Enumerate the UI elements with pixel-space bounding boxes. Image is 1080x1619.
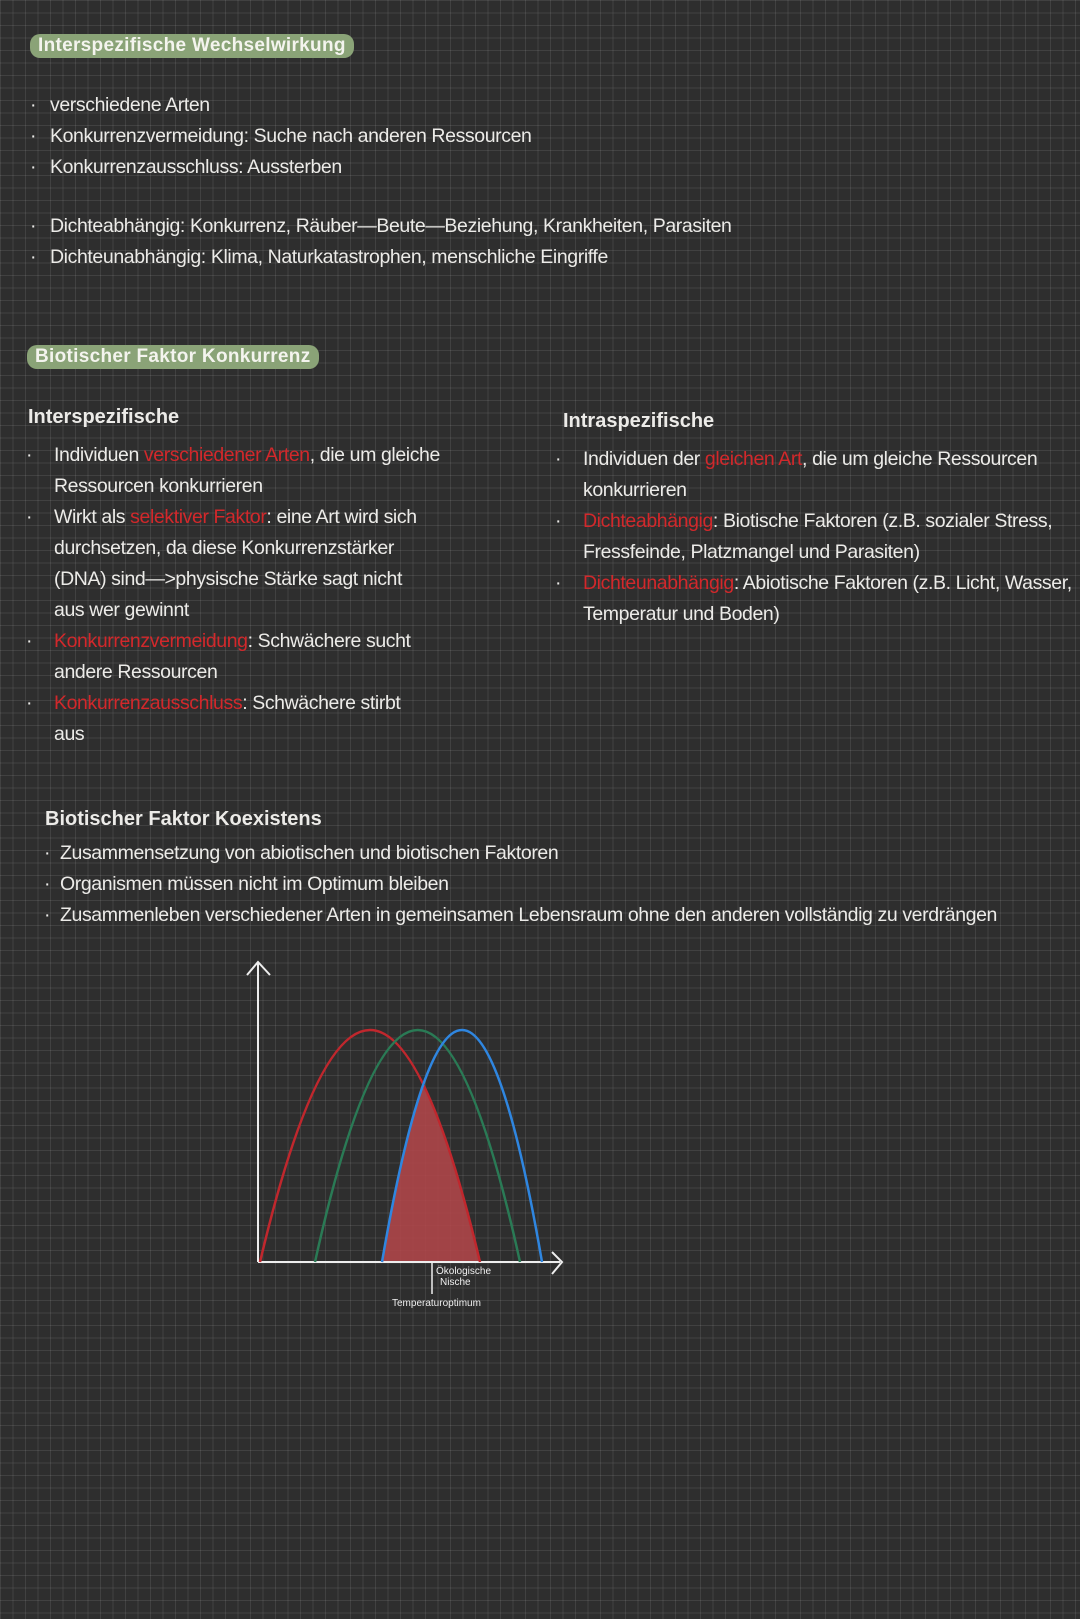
bullet-icon: ·: [30, 246, 37, 268]
section-title-interspezifische-wechselwirkung: Interspezifische Wechselwirkung: [30, 34, 354, 58]
item-text: , die um gleiche Ressourcen: [802, 448, 1038, 470]
section-title-konkurrenz: Biotischer Faktor Konkurrenz: [27, 345, 319, 369]
bullet-icon: ·: [30, 215, 37, 237]
item-text: Individuen: [54, 444, 144, 466]
item-text: : Biotische Faktoren (z.B. sozialer Stress,: [712, 510, 1053, 532]
item-text: Zusammenleben verschiedener Arten in gemeinsamen Lebensraum ohne den anderen vollständig zu verdrängen: [60, 904, 997, 926]
item-text: Konkurrenzausschluss: Aussterben: [50, 156, 342, 178]
item-text: Konkurrenzvermeidung: Suche nach anderen Ressourcen: [50, 125, 532, 147]
bullet-icon: ·: [44, 842, 51, 864]
item-text: verschiedene Arten: [50, 94, 210, 116]
bullet-icon: ·: [30, 156, 37, 178]
highlight-term: Dichteunabhängig: [583, 572, 734, 594]
item-text: , die um gleiche: [309, 444, 440, 466]
item-text: Dichteunabhängig: Klima, Naturkatastrophen, menschliche Eingriffe: [50, 246, 608, 268]
item-text: : Schwächere stirbt: [242, 692, 401, 714]
list-item-continuation: andere Ressourcen: [54, 661, 218, 683]
item-text: Zusammensetzung von abiotischen und biotischen Faktoren: [60, 842, 559, 864]
highlight-term: selektiver Faktor: [130, 506, 267, 528]
highlight-term: Konkurrenzausschluss: [54, 692, 243, 714]
highlight-term: Dichteabhängig: [583, 510, 713, 532]
bullet-icon: ·: [26, 506, 33, 528]
label-niche: [436, 1266, 491, 1288]
label-niche-1: Ökologische: [436, 1266, 492, 1277]
bullet-icon: ·: [26, 692, 33, 714]
bullet-icon: ·: [26, 444, 33, 466]
axis-y: [247, 962, 270, 1262]
highlight-term: gleichen Art: [704, 448, 803, 470]
list-item-continuation: aus wer gewinnt: [54, 599, 189, 621]
list-item-continuation: Temperatur und Boden): [583, 603, 780, 625]
bullet-icon: ·: [30, 94, 37, 116]
bullet-icon: ·: [555, 510, 562, 532]
list-item-continuation: konkurrieren: [583, 479, 687, 501]
item-text: Individuen der: [583, 448, 705, 470]
bullet-icon: ·: [26, 630, 33, 652]
bullet-icon: ·: [44, 873, 51, 895]
heading-interspezifische: Interspezifische: [28, 406, 180, 428]
label-niche-2: Nische: [440, 1277, 471, 1288]
label-optimum: Temperaturoptimum: [392, 1298, 481, 1309]
list-item-continuation: Ressourcen konkurrieren: [54, 475, 263, 497]
heading-koexistens: Biotischer Faktor Koexistens: [45, 808, 322, 830]
item-text: : Abiotische Faktoren (z.B. Licht, Wasser,: [733, 572, 1072, 594]
list-item-continuation: Fressfeinde, Platzmangel und Parasiten): [583, 541, 920, 563]
list-item-continuation: (DNA) sind—>physische Stärke sagt nicht: [54, 568, 403, 590]
bullet-icon: ·: [44, 904, 51, 926]
list-item-continuation: durchsetzen, da diese Konkurrenzstärker: [54, 537, 394, 559]
item-text: Dichteabhängig: Konkurrenz, Räuber—Beute—Beziehung, Krankheiten, Parasiten: [50, 215, 732, 237]
bullet-icon: ·: [555, 572, 562, 594]
item-text: : Schwächere sucht: [247, 630, 411, 652]
item-text: Organismen müssen nicht im Optimum bleiben: [60, 873, 449, 895]
item-text: : eine Art wird sich: [266, 506, 417, 528]
highlight-term: verschiedener Arten: [143, 444, 310, 466]
highlight-term: Konkurrenzvermeidung: [54, 630, 248, 652]
heading-intraspezifische: Intraspezifische: [563, 410, 715, 432]
bullet-icon: ·: [30, 125, 37, 147]
bullet-icon: ·: [555, 448, 562, 470]
item-text: Wirkt als: [54, 506, 131, 528]
list-item-continuation: aus: [54, 723, 85, 745]
